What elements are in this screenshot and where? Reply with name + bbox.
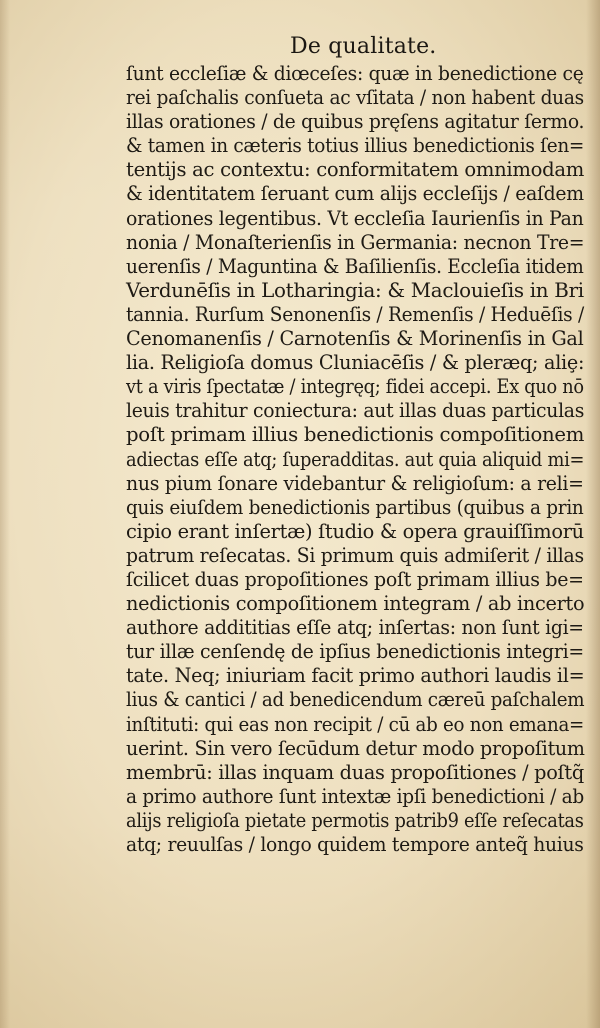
text-line: tur illæ cenſendę de ipſius benedictionis integri= (126, 640, 584, 664)
running-head: De qualitate. (290, 34, 437, 59)
text-line: tate. Neq; iniuriam facit primo authori laudis il= (126, 664, 585, 688)
text-line: lia. Religioſa domus Cluniacēſis / & pleræq; aliȩ: (126, 351, 585, 375)
text-line: tannia. Rurſum Senonenſis / Remenſis / Heduēſis / (126, 302, 584, 326)
text-line: uerenſis / Maguntina & Baſilienſis. Eccleſia itidem (126, 254, 584, 278)
text-line: & identitatem ſeruant cum alijs eccleſijs / eaſdem (126, 182, 584, 206)
text-line: atq; reuulſas / longo quidem tempore anteq̃ huius (126, 833, 584, 856)
text-line: membrū: illas inquam duas propoſitiones / poſtq̃ (126, 760, 584, 784)
text-line: poſt primam illius benedictionis compoſitionem (126, 423, 585, 447)
page-gutter-shadow (0, 0, 10, 1028)
text-line: nedictionis compoſitionem integram / ab incerto (126, 592, 585, 616)
text-line: inſtituti: qui eas non recipit / cū ab eo non emana= (126, 712, 585, 736)
text-line: lius & cantici / ad benedicendum cæreū paſchalem (126, 688, 585, 712)
text-line: nus pium ſonare videbantur & religioſum: a reli= (126, 471, 584, 495)
text-line: uerint. Sin vero ſecūdum detur modo propoſitum (126, 736, 585, 760)
body-text (126, 62, 586, 857)
text-line: illas orationes / de quibus pręſens agitatur ſermo. (126, 110, 585, 134)
text-line: ſcilicet duas propoſitiones poſt primam illius be= (126, 567, 584, 591)
text-line: patrum reſecatas. Si primum quis admiſerit / illas (126, 543, 584, 567)
text-line: Cenomanenſis / Carnotenſis & Morinenſis in Gal (126, 327, 584, 351)
text-line: Verdunēſis in Lotharingia: & Maclouieſis in Bri (126, 278, 584, 302)
text-line: rei paſchalis conſueta ac vſitata / non habent duas (126, 86, 584, 110)
text-line: & tamen in cæteris totius illius benedictionis ſen= (126, 134, 585, 158)
text-line: vt a viris ſpectatæ / integręq; fidei accepi. Ex quo nō (126, 375, 584, 399)
text-line: orationes legentibus. Vt eccleſia Iaurienſis in Pan (126, 206, 584, 230)
text-line: a primo authore ſunt intextæ ipſi benedictioni / ab (126, 784, 584, 808)
text-line: ſunt eccleſiæ & diœceſes: quæ in benedictione cę (126, 62, 584, 85)
text-line: cipio erant inſertæ) ſtudio & opera grauiſſimorū (126, 519, 584, 543)
text-line: alijs religioſa pietate permotis patrib9 eſſe reſecatas (126, 808, 584, 832)
text-line: authore addititias eſſe atq; inſertas: non ſunt igi= (126, 616, 584, 640)
text-line: quis eiuſdem benedictionis partibus (quibus a prin (126, 495, 584, 519)
text-line: adiectas eſſe atq; ſuperadditas. aut quia aliquid mi= (126, 447, 585, 471)
text-line: nonia / Monaſterienſis in Germania: necnon Tre= (126, 230, 585, 254)
text-line: leuis trahitur coniectura: aut illas duas particulas (126, 399, 585, 423)
text-line: tentijs ac contextu: conformitatem omnimodam (126, 158, 584, 182)
page-edge-shadow (586, 0, 600, 1028)
